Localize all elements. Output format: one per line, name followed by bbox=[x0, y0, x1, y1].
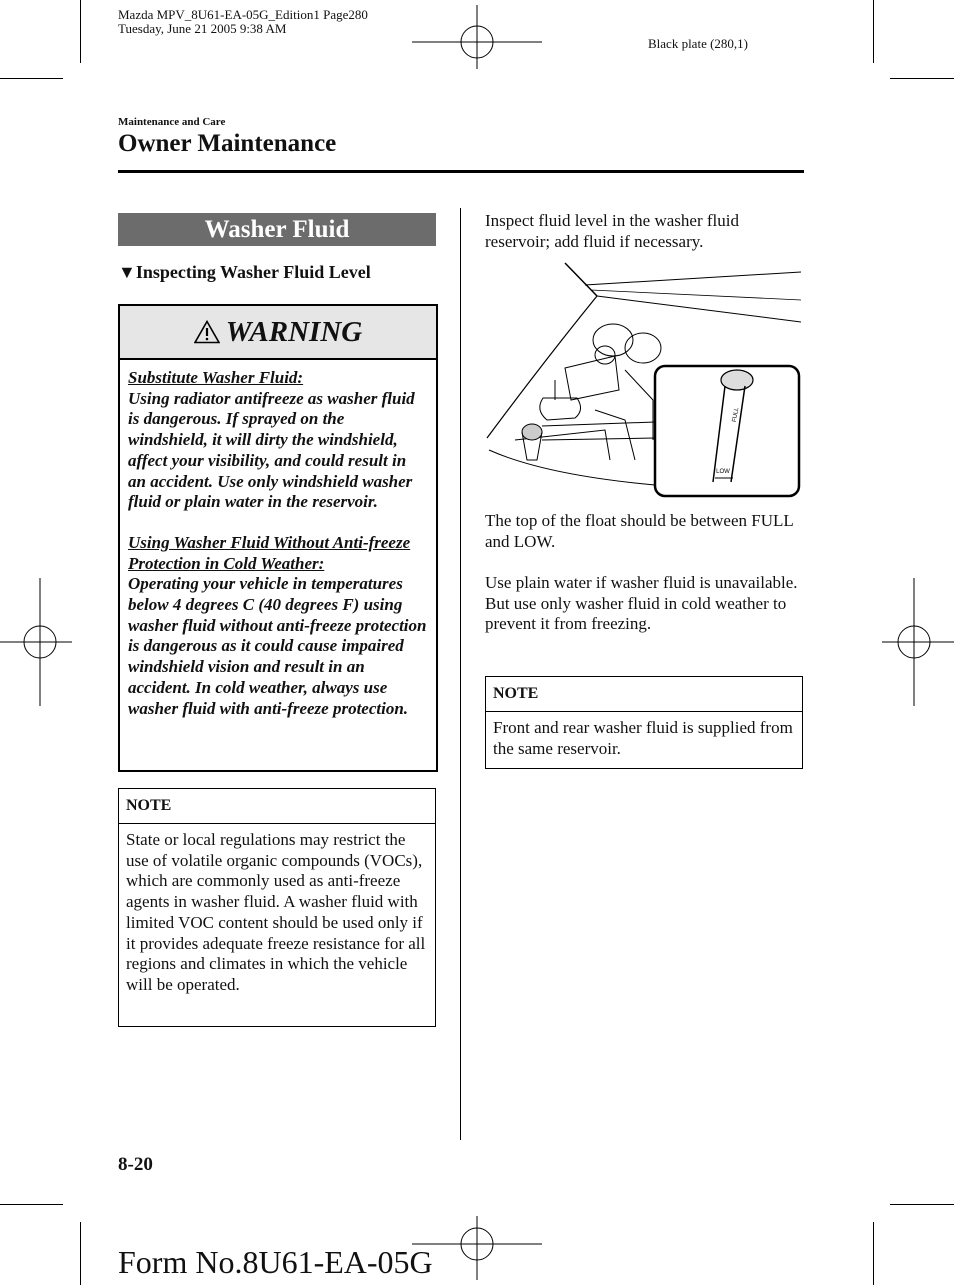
print-info-line1: Mazda MPV_8U61-EA-05G_Edition1 Page280 bbox=[118, 7, 368, 22]
paragraph-inspect: Inspect fluid level in the washer fluid reservoir; add fluid if necessary. bbox=[485, 211, 739, 251]
print-info bbox=[118, 8, 368, 36]
registration-mark-right bbox=[882, 578, 954, 706]
warning-header bbox=[120, 306, 436, 360]
subheading bbox=[118, 262, 371, 283]
warning-subheading-1: Substitute Washer Fluid: bbox=[128, 368, 304, 387]
section-label: Maintenance and Care bbox=[118, 116, 226, 128]
full-mark-label: FULL bbox=[731, 407, 741, 423]
warning-title: WARNING bbox=[225, 315, 363, 348]
warning-subheading-2: Using Washer Fluid Without Anti-freeze Protection in Cold Weather: bbox=[128, 532, 411, 573]
note-box-voc bbox=[118, 788, 436, 1027]
page-title: Owner Maintenance bbox=[118, 130, 337, 157]
page-number: 8-20 bbox=[118, 1154, 153, 1175]
plate-info: Black plate (280,1) bbox=[648, 36, 748, 51]
warning-triangle-icon bbox=[194, 320, 220, 344]
form-number: Form No.8U61-EA-05G bbox=[118, 1244, 433, 1280]
paragraph-plain-water-2: But use only washer fluid in cold weather to prevent it from freezing. bbox=[485, 593, 787, 634]
note-label: NOTE bbox=[486, 677, 802, 712]
paragraph-plain-water bbox=[485, 573, 801, 635]
paragraph-float: The top of the float should be between FULL and LOW. bbox=[485, 511, 794, 551]
washer-reservoir-illustration bbox=[485, 260, 801, 500]
triangle-down-icon: ▼ bbox=[118, 262, 136, 282]
note-label: NOTE bbox=[119, 789, 435, 824]
note-text: State or local regulations may restrict the use of volatile organic compounds (VOCs), which are commonly used as anti-freeze agents in washer fluid. A washer fluid with limited VOC content should be used only if it provides adequate freeze resistance for all regions and climates in which the vehicle will be operated. bbox=[126, 830, 426, 994]
warning-text-1: Using radiator antifreeze as washer fluid is dangerous. If sprayed on the windshield, it will dirty the windshield, affect your visibility, and could result in an accident. Use only windshield washer fluid or plain water in the reservoir. bbox=[128, 388, 415, 512]
section-heading: Washer Fluid bbox=[118, 213, 436, 246]
warning-body bbox=[120, 360, 436, 719]
registration-mark-left bbox=[0, 578, 72, 706]
warning-box bbox=[118, 304, 438, 772]
column-divider bbox=[460, 208, 461, 1140]
note-box-reservoir bbox=[485, 676, 803, 769]
print-info-line2: Tuesday, June 21 2005 9:38 AM bbox=[118, 21, 287, 36]
title-rule bbox=[118, 170, 804, 173]
note-text: Front and rear washer fluid is supplied from the same reservoir. bbox=[493, 718, 793, 758]
registration-mark-top bbox=[412, 5, 542, 69]
paragraph-plain-water-1: Use plain water if washer fluid is unavailable. bbox=[485, 573, 798, 592]
subheading-text: Inspecting Washer Fluid Level bbox=[135, 262, 371, 282]
warning-text-2: Operating your vehicle in temperatures below 4 degrees C (40 degrees F) using washer fluid without anti-freeze protection is dangerous as it could cause impaired windshield vision and result in an accident. In cold weather, always use washer fluid with anti-freeze protection. bbox=[128, 574, 427, 718]
low-mark-label: LOW bbox=[716, 469, 730, 475]
